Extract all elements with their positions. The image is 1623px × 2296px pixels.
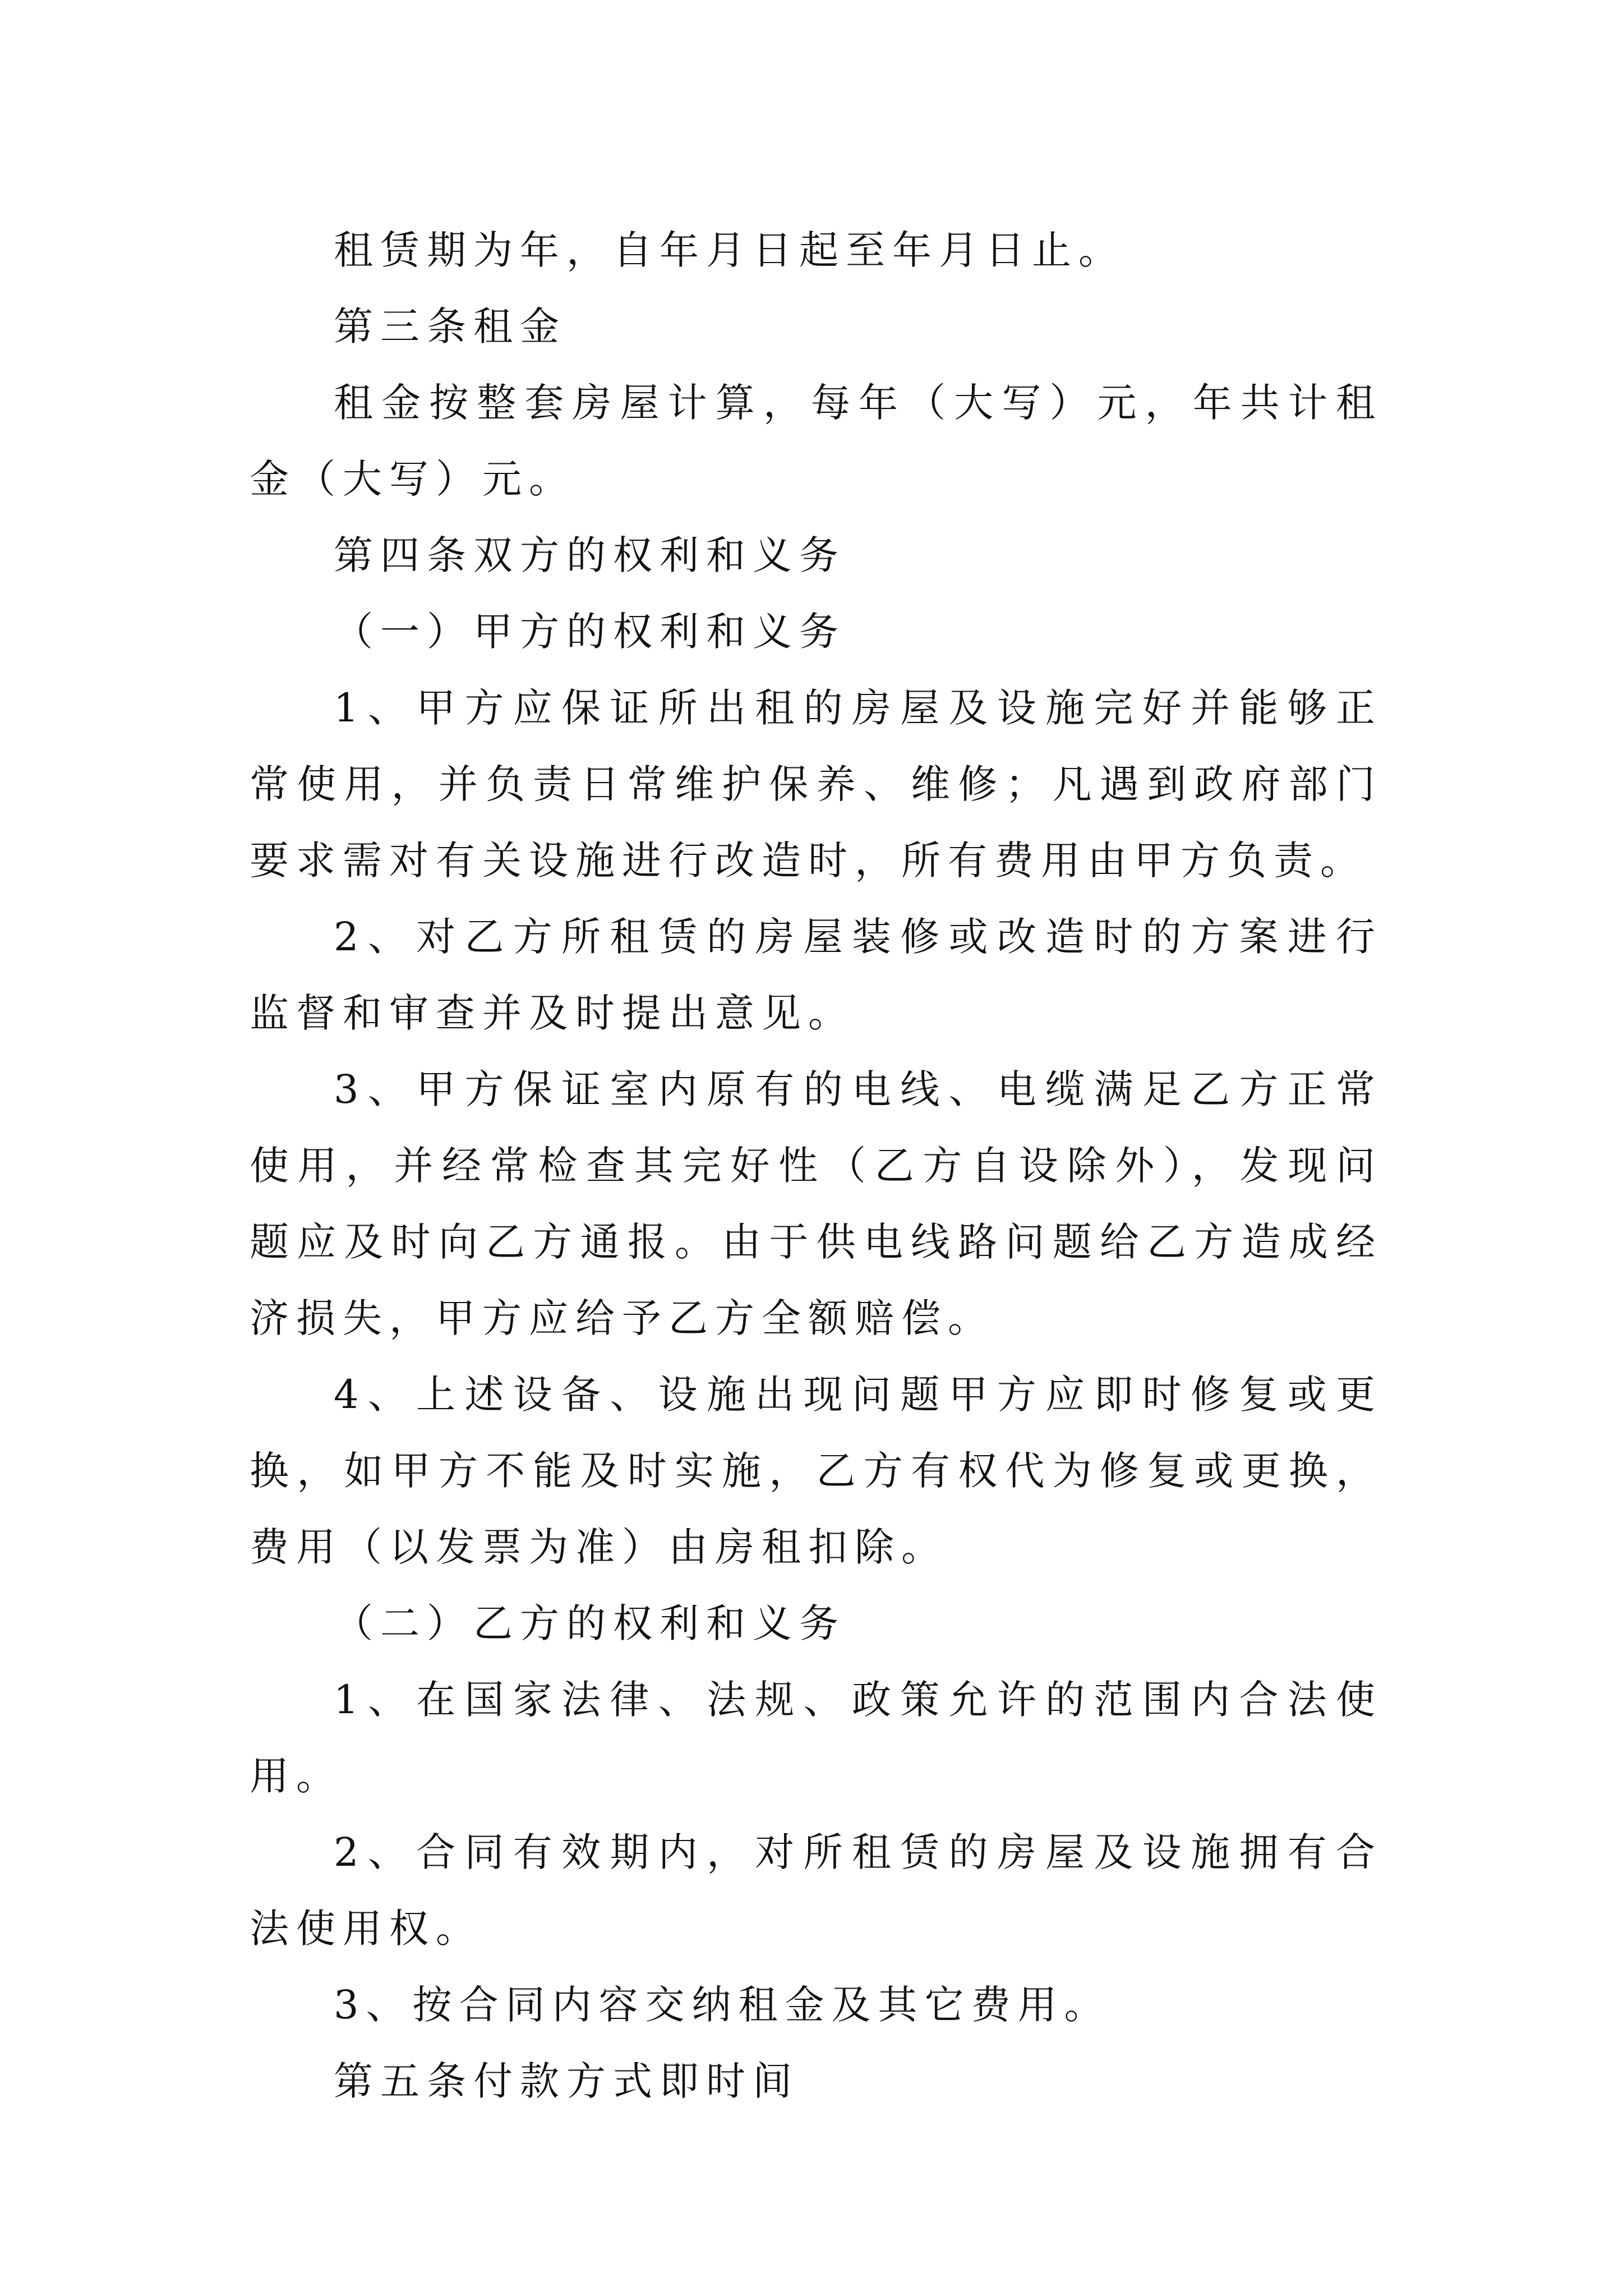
party-a-clause-1: 1、甲方应保证所出租的房屋及设施完好并能够正常使用，并负责日常维护保养、维修；凡遇到政府部门要求需对有关设施进行改造时，所有费用由甲方负责。 [250, 685, 1382, 884]
party-b-subheading: （二）乙方的权利和义务 [334, 1600, 846, 1646]
party-b-clause-1: 1、在国家法律、法规、政策允许的范围内合法使用。 [250, 1677, 1382, 1799]
document-body [250, 212, 1382, 2119]
party-a-clause-2: 2、对乙方所租赁的房屋装修或改造时的方案进行监督和审查并及时提出意见。 [250, 914, 1382, 1036]
lease-term-paragraph: 租赁期为年，自年月日起至年月日止。 [334, 227, 1125, 273]
article-4-heading: 第四条双方的权利和义务 [334, 532, 846, 578]
rent-paragraph: 租金按整套房屋计算，每年（大写）元，年共计租金（大写）元。 [250, 380, 1382, 502]
party-a-subheading: （一）甲方的权利和义务 [334, 609, 846, 655]
party-a-clause-4: 4、上述设备、设施出现问题甲方应即时修复或更换，如甲方不能及时实施，乙方有权代为修复或更换，费用（以发票为准）由房租扣除。 [250, 1372, 1382, 1570]
party-b-clause-2: 2、合同有效期内，对所租赁的房屋及设施拥有合法使用权。 [250, 1829, 1382, 1952]
party-a-clause-3: 3、甲方保证室内原有的电线、电缆满足乙方正常使用，并经常检查其完好性（乙方自设除外），发现问题应及时向乙方通报。由于供电线路问题给乙方造成经济损失，甲方应给予乙方全额赔偿。 [250, 1066, 1382, 1341]
party-b-clause-3: 3、按合同内容交纳租金及其它费用。 [334, 1982, 1111, 2028]
article-5-heading: 第五条付款方式即时间 [334, 2058, 799, 2104]
article-3-heading: 第三条租金 [334, 303, 566, 349]
